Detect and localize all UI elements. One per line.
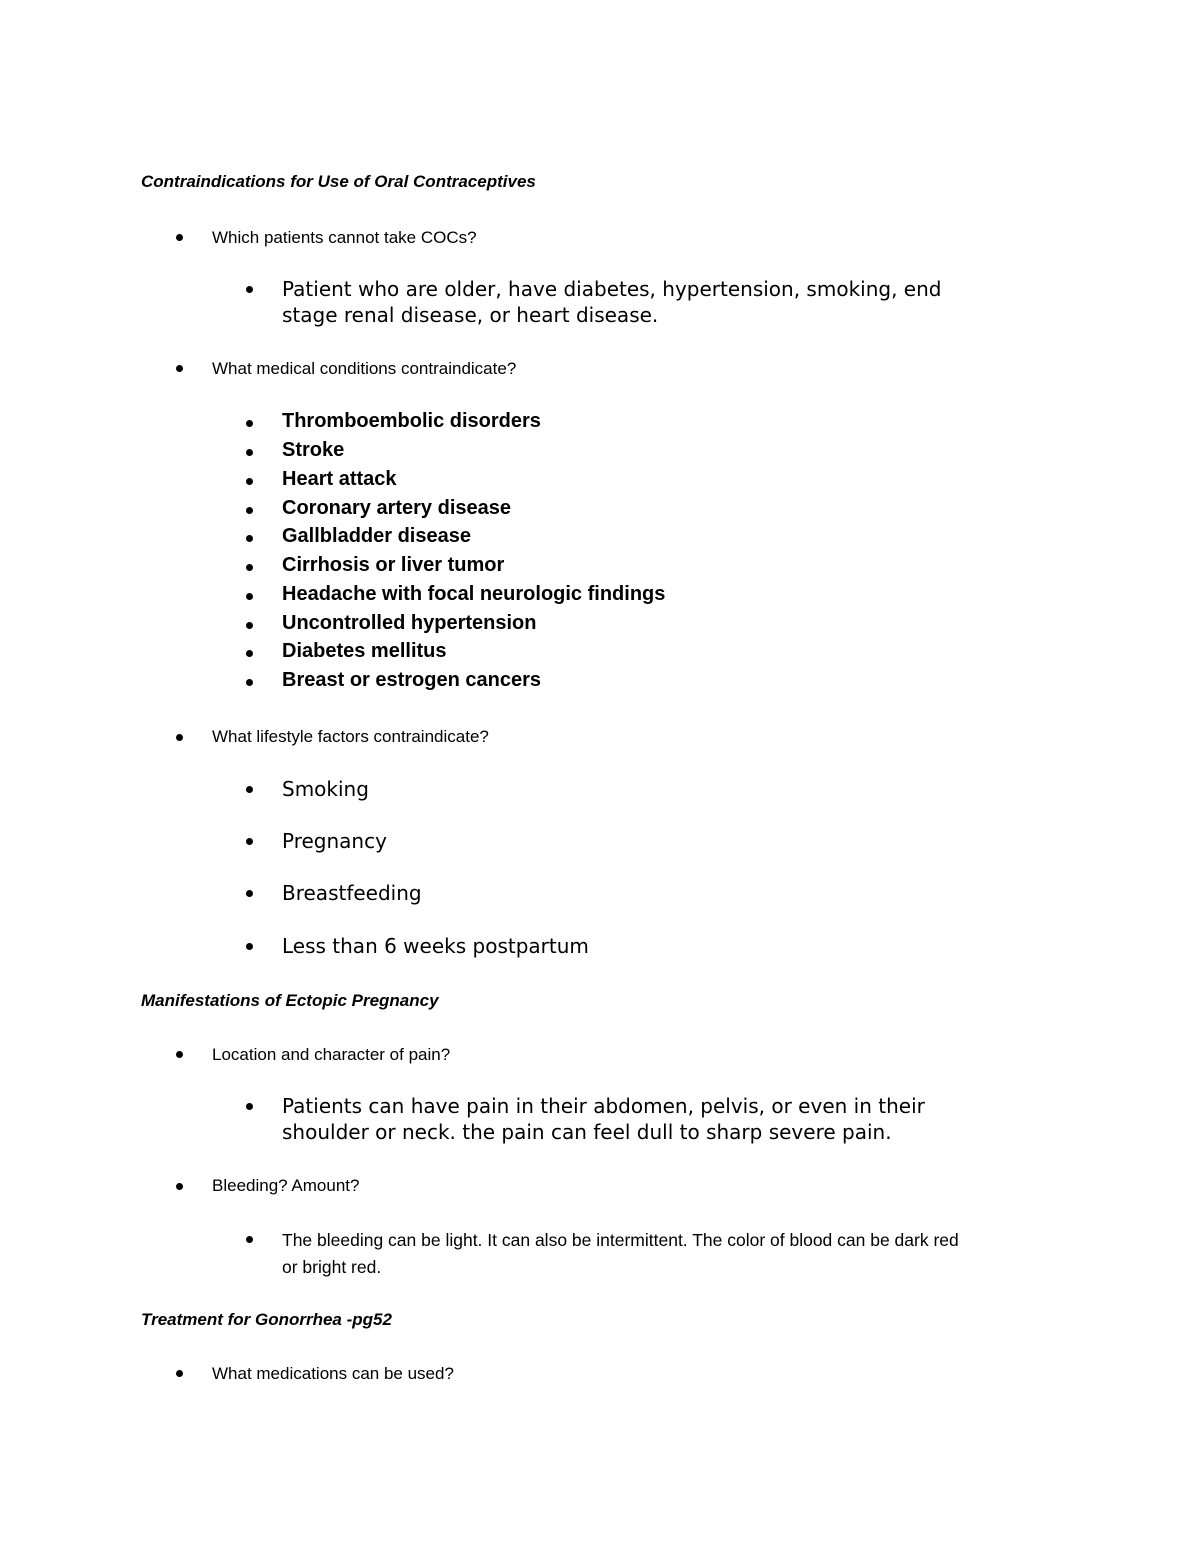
bullet-icon [246, 420, 253, 427]
bullet-icon [246, 286, 253, 293]
bullet-icon [246, 679, 253, 686]
answer-bleeding-line-2: or bright red. [282, 1257, 382, 1277]
bullet-icon [246, 650, 253, 657]
question-which-patients: Which patients cannot take COCs? [212, 228, 477, 247]
bullet-icon [176, 1370, 183, 1377]
condition-item: Cirrhosis or liver tumor [282, 554, 505, 576]
bullet-icon [176, 234, 183, 241]
condition-item: Stroke [282, 439, 345, 461]
question-bleeding: Bleeding? Amount? [212, 1176, 360, 1195]
question-pain-location: Location and character of pain? [212, 1045, 451, 1064]
bullet-icon [246, 564, 253, 571]
section-heading-gonorrhea: Treatment for Gonorrhea -pg52 [141, 1310, 392, 1329]
condition-item: Breast or estrogen cancers [282, 669, 542, 691]
bullet-icon [246, 478, 253, 485]
bullet-icon [246, 593, 253, 600]
condition-item: Diabetes mellitus [282, 640, 447, 662]
section-heading-contraindications: Contraindications for Use of Oral Contraceptives [141, 172, 536, 191]
bullet-icon [176, 1051, 183, 1058]
condition-item: Thromboembolic disorders [282, 410, 541, 432]
bullet-icon [176, 1183, 183, 1190]
bullet-icon [176, 734, 183, 741]
bullet-icon [246, 838, 253, 845]
lifestyle-item: Pregnancy [282, 829, 387, 853]
question-lifestyle-factors: What lifestyle factors contraindicate? [212, 727, 489, 746]
bullet-icon [246, 1103, 253, 1110]
bullet-icon [246, 786, 253, 793]
lifestyle-item: Less than 6 weeks postpartum [282, 934, 589, 958]
answer-bleeding-line-1: The bleeding can be light. It can also be intermittent. The color of blood can be dark red [282, 1230, 959, 1250]
answer-patients-line-2: stage renal disease, or heart disease. [282, 303, 659, 327]
bullet-icon [246, 535, 253, 542]
condition-item: Gallbladder disease [282, 525, 471, 547]
bullet-icon [246, 622, 253, 629]
bullet-icon [246, 449, 253, 456]
bullet-icon [246, 890, 253, 897]
lifestyle-item: Breastfeeding [282, 881, 422, 905]
answer-pain-line-1: Patients can have pain in their abdomen, pelvis, or even in their [282, 1094, 925, 1118]
question-medications: What medications can be used? [212, 1364, 454, 1383]
condition-item: Uncontrolled hypertension [282, 612, 537, 634]
bullet-icon [246, 943, 253, 950]
condition-item: Headache with focal neurologic findings [282, 583, 666, 605]
answer-patients-line-1: Patient who are older, have diabetes, hypertension, smoking, end [282, 277, 942, 301]
lifestyle-item: Smoking [282, 777, 369, 801]
condition-item: Heart attack [282, 468, 397, 490]
section-heading-ectopic-pregnancy: Manifestations of Ectopic Pregnancy [141, 991, 439, 1010]
bullet-icon [246, 507, 253, 514]
question-medical-conditions: What medical conditions contraindicate? [212, 359, 517, 378]
condition-item: Coronary artery disease [282, 497, 512, 519]
answer-pain-line-2: shoulder or neck. the pain can feel dull to sharp severe pain. [282, 1120, 892, 1144]
bullet-icon [246, 1236, 253, 1243]
bullet-icon [176, 365, 183, 372]
